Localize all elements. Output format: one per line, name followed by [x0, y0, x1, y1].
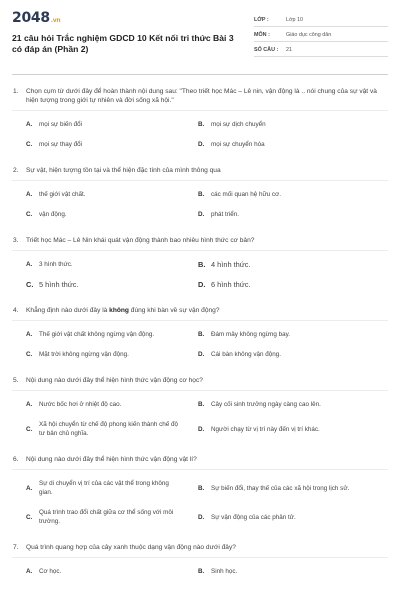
question-5	[12, 376, 388, 438]
option-text: Sinh học.	[211, 568, 238, 575]
option-text: mọi sự thay đổi	[39, 141, 83, 148]
option-letter: C.	[26, 351, 33, 358]
option-text: Cây cối sinh trưởng ngày càng cao lên.	[211, 401, 321, 408]
option-a[interactable]	[26, 567, 198, 576]
document-title: 21 câu hỏi Trắc nghiệm GDCD 10 Kết nối tri thức Bài 3 có đáp án (Phần 2)	[12, 33, 234, 54]
option-text: mọi sự biến đổi	[39, 121, 83, 128]
options	[26, 120, 388, 149]
question-text: Triết học Mác – Lê Nin khái quát vận động thành bao nhiêu hình thức cơ bản?	[26, 237, 255, 244]
option-c[interactable]	[26, 508, 198, 526]
option-letter: A.	[26, 121, 33, 128]
page	[12, 10, 388, 593]
option-text: phát triển.	[211, 211, 240, 218]
option-a[interactable]	[26, 120, 198, 129]
option-text: mọi sự chuyển hóa	[211, 141, 265, 148]
option-text: Người chạy từ vị trí này đến vị trí khác.	[211, 425, 320, 433]
option-letter: B.	[198, 191, 205, 198]
stem-emphasis: không	[109, 307, 129, 314]
question-stem	[12, 87, 388, 105]
meta-box	[254, 14, 388, 59]
option-letter: C.	[26, 211, 33, 218]
option-a[interactable]	[26, 479, 198, 497]
option-text: Sự biến đổi, thay thế của các xã hội trong lịch sử.	[211, 484, 350, 492]
meta-row-count	[254, 44, 388, 57]
options	[26, 260, 388, 289]
option-text: Quá trình trao đổi chất giữa cơ thể sống với môi trường.	[39, 509, 174, 525]
question-stem	[12, 455, 388, 464]
question-number: 1.	[13, 88, 19, 95]
question-divider	[12, 469, 388, 470]
option-text: mọi sự dịch chuyển	[211, 121, 266, 128]
option-b[interactable]	[198, 400, 388, 409]
option-a[interactable]	[26, 330, 198, 339]
option-letter: D.	[198, 211, 205, 218]
option-text: thế giới vật chất.	[39, 191, 86, 198]
option-letter: C.	[26, 425, 33, 433]
question-stem	[12, 306, 388, 315]
option-text: Thế giới vật chất không ngừng vận động.	[39, 331, 155, 338]
option-b[interactable]	[198, 567, 388, 576]
option-letter: A.	[26, 261, 33, 268]
question-text: Quá trình quang hợp của cây xanh thuộc dạng vận động nào dưới đây?	[26, 544, 236, 551]
meta-row-subject	[254, 29, 388, 42]
option-text: Sự di chuyển vị trí của các vật thể trong không gian.	[39, 480, 169, 496]
option-text: Xã hội chuyển từ chế độ phong kiến thành chế độ tư bản chủ nghĩa.	[39, 421, 179, 437]
option-d[interactable]	[198, 140, 388, 149]
option-text: 4 hình thức.	[211, 260, 251, 269]
option-letter: D.	[198, 513, 205, 521]
option-letter: A.	[26, 568, 33, 575]
header-divider	[12, 74, 388, 75]
question-divider	[12, 557, 388, 558]
meta-key: SỐ CÂU :	[254, 47, 279, 53]
option-letter: C.	[26, 141, 33, 148]
question-divider	[12, 110, 388, 111]
option-b[interactable]	[198, 330, 388, 339]
option-letter: B.	[198, 484, 205, 492]
option-letter: B.	[198, 331, 205, 338]
header-left	[12, 10, 234, 55]
option-text: Cái bàn không vận động.	[211, 351, 282, 358]
header	[12, 10, 388, 68]
option-letter: B.	[198, 121, 205, 128]
option-text: 3 hình thức.	[39, 261, 73, 268]
option-text: Đám mây không ngừng bay.	[211, 331, 291, 338]
question-stem	[12, 543, 388, 552]
option-text: các mối quan hệ hữu cơ.	[211, 191, 281, 198]
question-stem	[12, 376, 388, 385]
stem-after: đúng khi bàn về sự vận động?	[128, 307, 220, 314]
question-text: Chọn cụm từ dưới đây để hoàn thành nội dung sau: "Theo triết học Mác – Lê nin, vận động là .. nói chung của sự vật và hiện tượng trong giới tự nhiên và đời sống xã hội."	[26, 88, 377, 104]
option-b[interactable]	[198, 260, 388, 269]
option-text: vận động.	[39, 211, 67, 218]
option-text: Sự vận động của các phân tử.	[211, 513, 296, 521]
question-7	[12, 543, 388, 576]
options	[26, 400, 388, 438]
option-letter: C.	[26, 513, 33, 521]
option-c[interactable]	[26, 280, 198, 289]
option-c[interactable]	[26, 350, 198, 359]
question-1	[12, 87, 388, 149]
option-d[interactable]	[198, 508, 388, 526]
question-number: 2.	[13, 167, 19, 174]
meta-row-class	[254, 14, 388, 27]
option-letter: A.	[26, 191, 33, 198]
option-text: 5 hình thức.	[39, 280, 79, 289]
option-d[interactable]	[198, 280, 388, 289]
option-a[interactable]	[26, 400, 198, 409]
option-d[interactable]	[198, 420, 388, 438]
question-stem	[12, 166, 388, 175]
meta-value: Giáo dục công dân	[286, 32, 332, 38]
option-text: Cơ học.	[39, 568, 62, 575]
meta-key: LỚP :	[254, 17, 269, 23]
site-logo[interactable]	[12, 10, 234, 29]
question-3	[12, 236, 388, 289]
logo-text: 2048	[12, 10, 50, 26]
options	[26, 567, 388, 576]
question-number: 7.	[13, 544, 19, 551]
stem-before: Khẳng định nào dưới đây là	[26, 307, 110, 314]
question-text: Nội dung nào dưới đây thể hiện hình thức vận động vật lí?	[26, 456, 197, 463]
option-letter: D.	[198, 351, 205, 358]
option-text: Nước bốc hơi ở nhiệt độ cao.	[39, 401, 122, 408]
option-d[interactable]	[198, 350, 388, 359]
option-letter: D.	[198, 425, 205, 433]
option-text: 6 hình thức.	[211, 280, 251, 289]
question-divider	[12, 390, 388, 391]
meta-value: Lớp 10	[286, 17, 304, 23]
option-letter: A.	[26, 484, 33, 492]
question-divider	[12, 250, 388, 251]
option-letter: B.	[198, 260, 206, 269]
question-number: 3.	[13, 237, 19, 244]
option-a[interactable]	[26, 260, 198, 269]
option-letter: D.	[198, 280, 206, 289]
option-letter: A.	[26, 401, 33, 408]
option-letter: D.	[198, 141, 205, 148]
option-letter: C.	[26, 280, 34, 289]
meta-value: 21	[286, 47, 292, 53]
question-number: 4.	[13, 307, 19, 314]
question-4	[12, 306, 388, 359]
option-letter: A.	[26, 331, 33, 338]
question-number: 6.	[13, 456, 19, 463]
option-c[interactable]	[26, 420, 198, 438]
options	[26, 479, 388, 526]
option-letter: B.	[198, 401, 205, 408]
question-text: Sự vật, hiện tượng tồn tại và thể hiện đặc tính của mình thông qua	[26, 167, 221, 174]
meta-key: MÔN :	[254, 32, 270, 38]
question-2	[12, 166, 388, 219]
option-letter: B.	[198, 568, 205, 575]
option-b[interactable]	[198, 190, 388, 199]
options	[26, 190, 388, 219]
option-a[interactable]	[26, 190, 198, 199]
question-text: Nội dung nào dưới đây thể hiện hình thức vận động cơ học?	[26, 377, 203, 384]
options	[26, 330, 388, 359]
question-text	[26, 306, 220, 315]
option-c[interactable]	[26, 210, 198, 219]
option-d[interactable]	[198, 210, 388, 219]
question-divider	[12, 180, 388, 181]
option-b[interactable]	[198, 479, 388, 497]
option-b[interactable]	[198, 120, 388, 129]
question-divider	[12, 320, 388, 321]
option-c[interactable]	[26, 140, 198, 149]
option-text: Mặt trời không ngừng vận động.	[39, 351, 129, 358]
question-6	[12, 455, 388, 526]
question-stem	[12, 236, 388, 245]
question-list	[12, 87, 388, 576]
question-number: 5.	[13, 377, 19, 384]
logo-suffix: .vn	[50, 17, 61, 24]
